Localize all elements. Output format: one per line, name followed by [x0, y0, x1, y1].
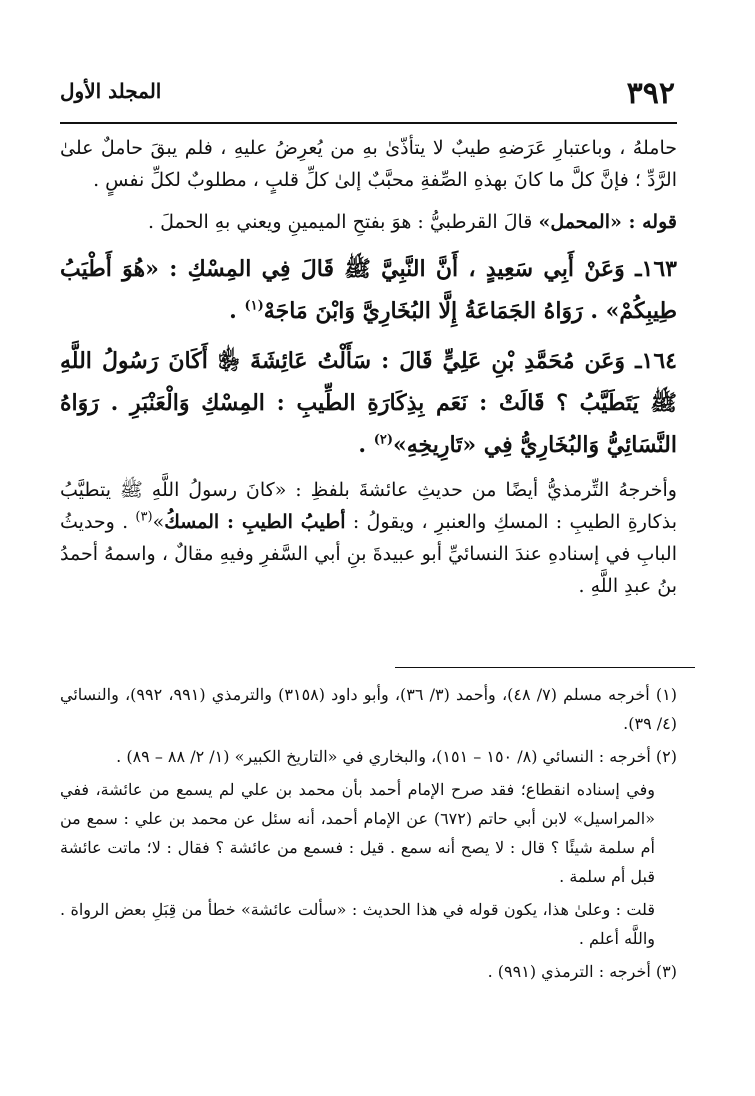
hadith-164: ١٦٤ـ وَعَن مُحَمَّدِ بْنِ عَلِيٍّ قَالَ : سَأَلْتُ عَائِشَةَ ﵂ أَكَانَ رَسُولُ اللَّهِ ﷺ يَتَطَيَّبُ ؟ قَالَتْ : نَعَم بِذِكَارَةِ الطِّيبِ : المِسْكِ وَالْعَنْبَرِ . رَوَاهُ النَّسَائِيُّ وَالبُخَارِيُّ فِي «تَارِيخِهِ»$^{(٢)}$ . — [60, 348, 677, 458]
main-text — [60, 132, 677, 612]
hadith-163: ١٦٣ـ وَعَنْ أَبِي سَعِيدٍ ، أَنَّ النَّبِيَّ ﷺ قَالَ فِي المِسْكِ : «هُوَ أَطْيَبُ طِيبِكُمْ» . رَوَاهُ الجَمَاعَةُ إِلَّا البُخَارِيَّ وَابْنَ مَاجَهْ$^{(١)}$ . — [60, 256, 677, 324]
hadith-164-text: ١٦٤ـ وَعَن مُحَمَّدِ بْنِ عَلِيٍّ قَالَ : سَأَلْتُ عَائِشَةَ ﵂ أَكَانَ رَسُولُ اللَّهِ ﷺ يَتَطَيَّبُ ؟ قَالَتْ : نَعَم بِذِكَارَةِ الطِّيبِ : المِسْكِ وَالْعَنْبَرِ . رَوَاهُ النَّسَائِيُّ وَالبُخَارِيُّ فِي «تَارِيخِهِ» — [60, 348, 677, 458]
footnote-2-note: وفي إسناده انقطاع؛ فقد صرح الإمام أحمد بأن محمد بن علي لم يسمع من عائشة، ففي «المراسيل» لابن أبي حاتم (٦٧٢) عن الإمام أحمد، أنه سئل عن محمد بن علي : سمع من أم سلمة شيئًا ؟ قال : لا يصح أنه سمع . قيل : فسمع من عائشة ؟ فقال : لا؛ ماتت عائشة قبل أم سلمة . — [60, 780, 656, 886]
footnote-ref-2: (٢) — [373, 432, 394, 448]
footnote-ref-1: (١) — [244, 298, 264, 314]
page-number: ٣٩٢ — [626, 76, 675, 111]
footnotes — [60, 680, 677, 990]
footnote-3: (٣) أخرجه : الترمذي (٩٩١) . — [487, 962, 677, 981]
footnote-divider — [395, 667, 695, 668]
footnote-2-comment: قلت : وعلىٰ هذا، يكون قوله في هذا الحديث : «سألت عائشة» خطأ من قِبَلِ بعض الرواة . واللَّه أعلم . — [60, 900, 655, 948]
volume-title: المجلد الأول — [60, 79, 162, 103]
page-header — [60, 72, 675, 116]
footnote-2: (٢) أخرجه : النسائي (٨/ ١٥٠ – ١٥١)، والبخاري في «التاريخ الكبير» (١/ ٢/ ٨٨ – ٨٩) . — [116, 747, 677, 766]
footnote-ref-3: (٣) — [135, 509, 153, 525]
paragraph-2-text: قالَ القرطبيُّ : هوَ بفتحِ الميمينِ ويعني بهِ الحملَ . — [147, 211, 539, 233]
footnote-1: (١) أخرجه مسلم (٧/ ٤٨)، وأحمد (٣/ ٣٦)، وأبو داود (٣١٥٨) والترمذي (٩٩١، ٩٩٢)، والنسائي (٤/ ٣٩). — [60, 685, 678, 733]
paragraph-3-part-c: . وحديثُ البابِ في إسنادهِ عندَ النسائيِّ أبو عبيدةَ بنِ أبي السَّفرِ وفيهِ مقالٌ ، واسمهُ أحمدُ بنُ عبدِ اللَّهِ . — [60, 511, 677, 597]
paragraph-3-part-b: » — [152, 511, 165, 533]
hadith-163-text: ١٦٣ـ وَعَنْ أَبِي سَعِيدٍ ، أَنَّ النَّبِيَّ ﷺ قَالَ فِي المِسْكِ : «هُوَ أَطْيَبُ طِيبِكُمْ» . رَوَاهُ الجَمَاعَةُ إِلَّا البُخَارِيَّ وَابْنَ مَاجَهْ — [60, 256, 677, 324]
paragraph-2 — [60, 206, 677, 238]
header-divider — [60, 122, 677, 124]
paragraph-3 — [60, 474, 677, 602]
paragraph-1: حاملهُ ، وباعتبارِ عَرَضهِ طيبٌ لا يتأذّىٰ بهِ من يُعرِضُ عليهِ ، فلم يبقَ حاملٌ علىٰ الرَّدِّ ؛ فإنَّ كلَّ ما كانَ بهذهِ الصِّفةِ محبَّبٌ إلىٰ كلِّ قلبٍ ، مطلوبٌ لكلِّ نفسٍ . — [60, 137, 677, 191]
paragraph-2-lead: قوله : «المحمل» — [538, 211, 677, 233]
paragraph-3-part-a: وأخرجهُ التِّرمذيُّ أيضًا من حديثِ عائشةَ بلفظِ : «كانَ رسولُ اللَّهِ ﷺ يتطيَّبُ بذكارةِ الطيبِ : المسكِ والعنبرِ ، ويقولُ : — [60, 479, 677, 533]
paragraph-3-bold: أطيبُ الطيبِ : المسكُ — [164, 511, 346, 533]
